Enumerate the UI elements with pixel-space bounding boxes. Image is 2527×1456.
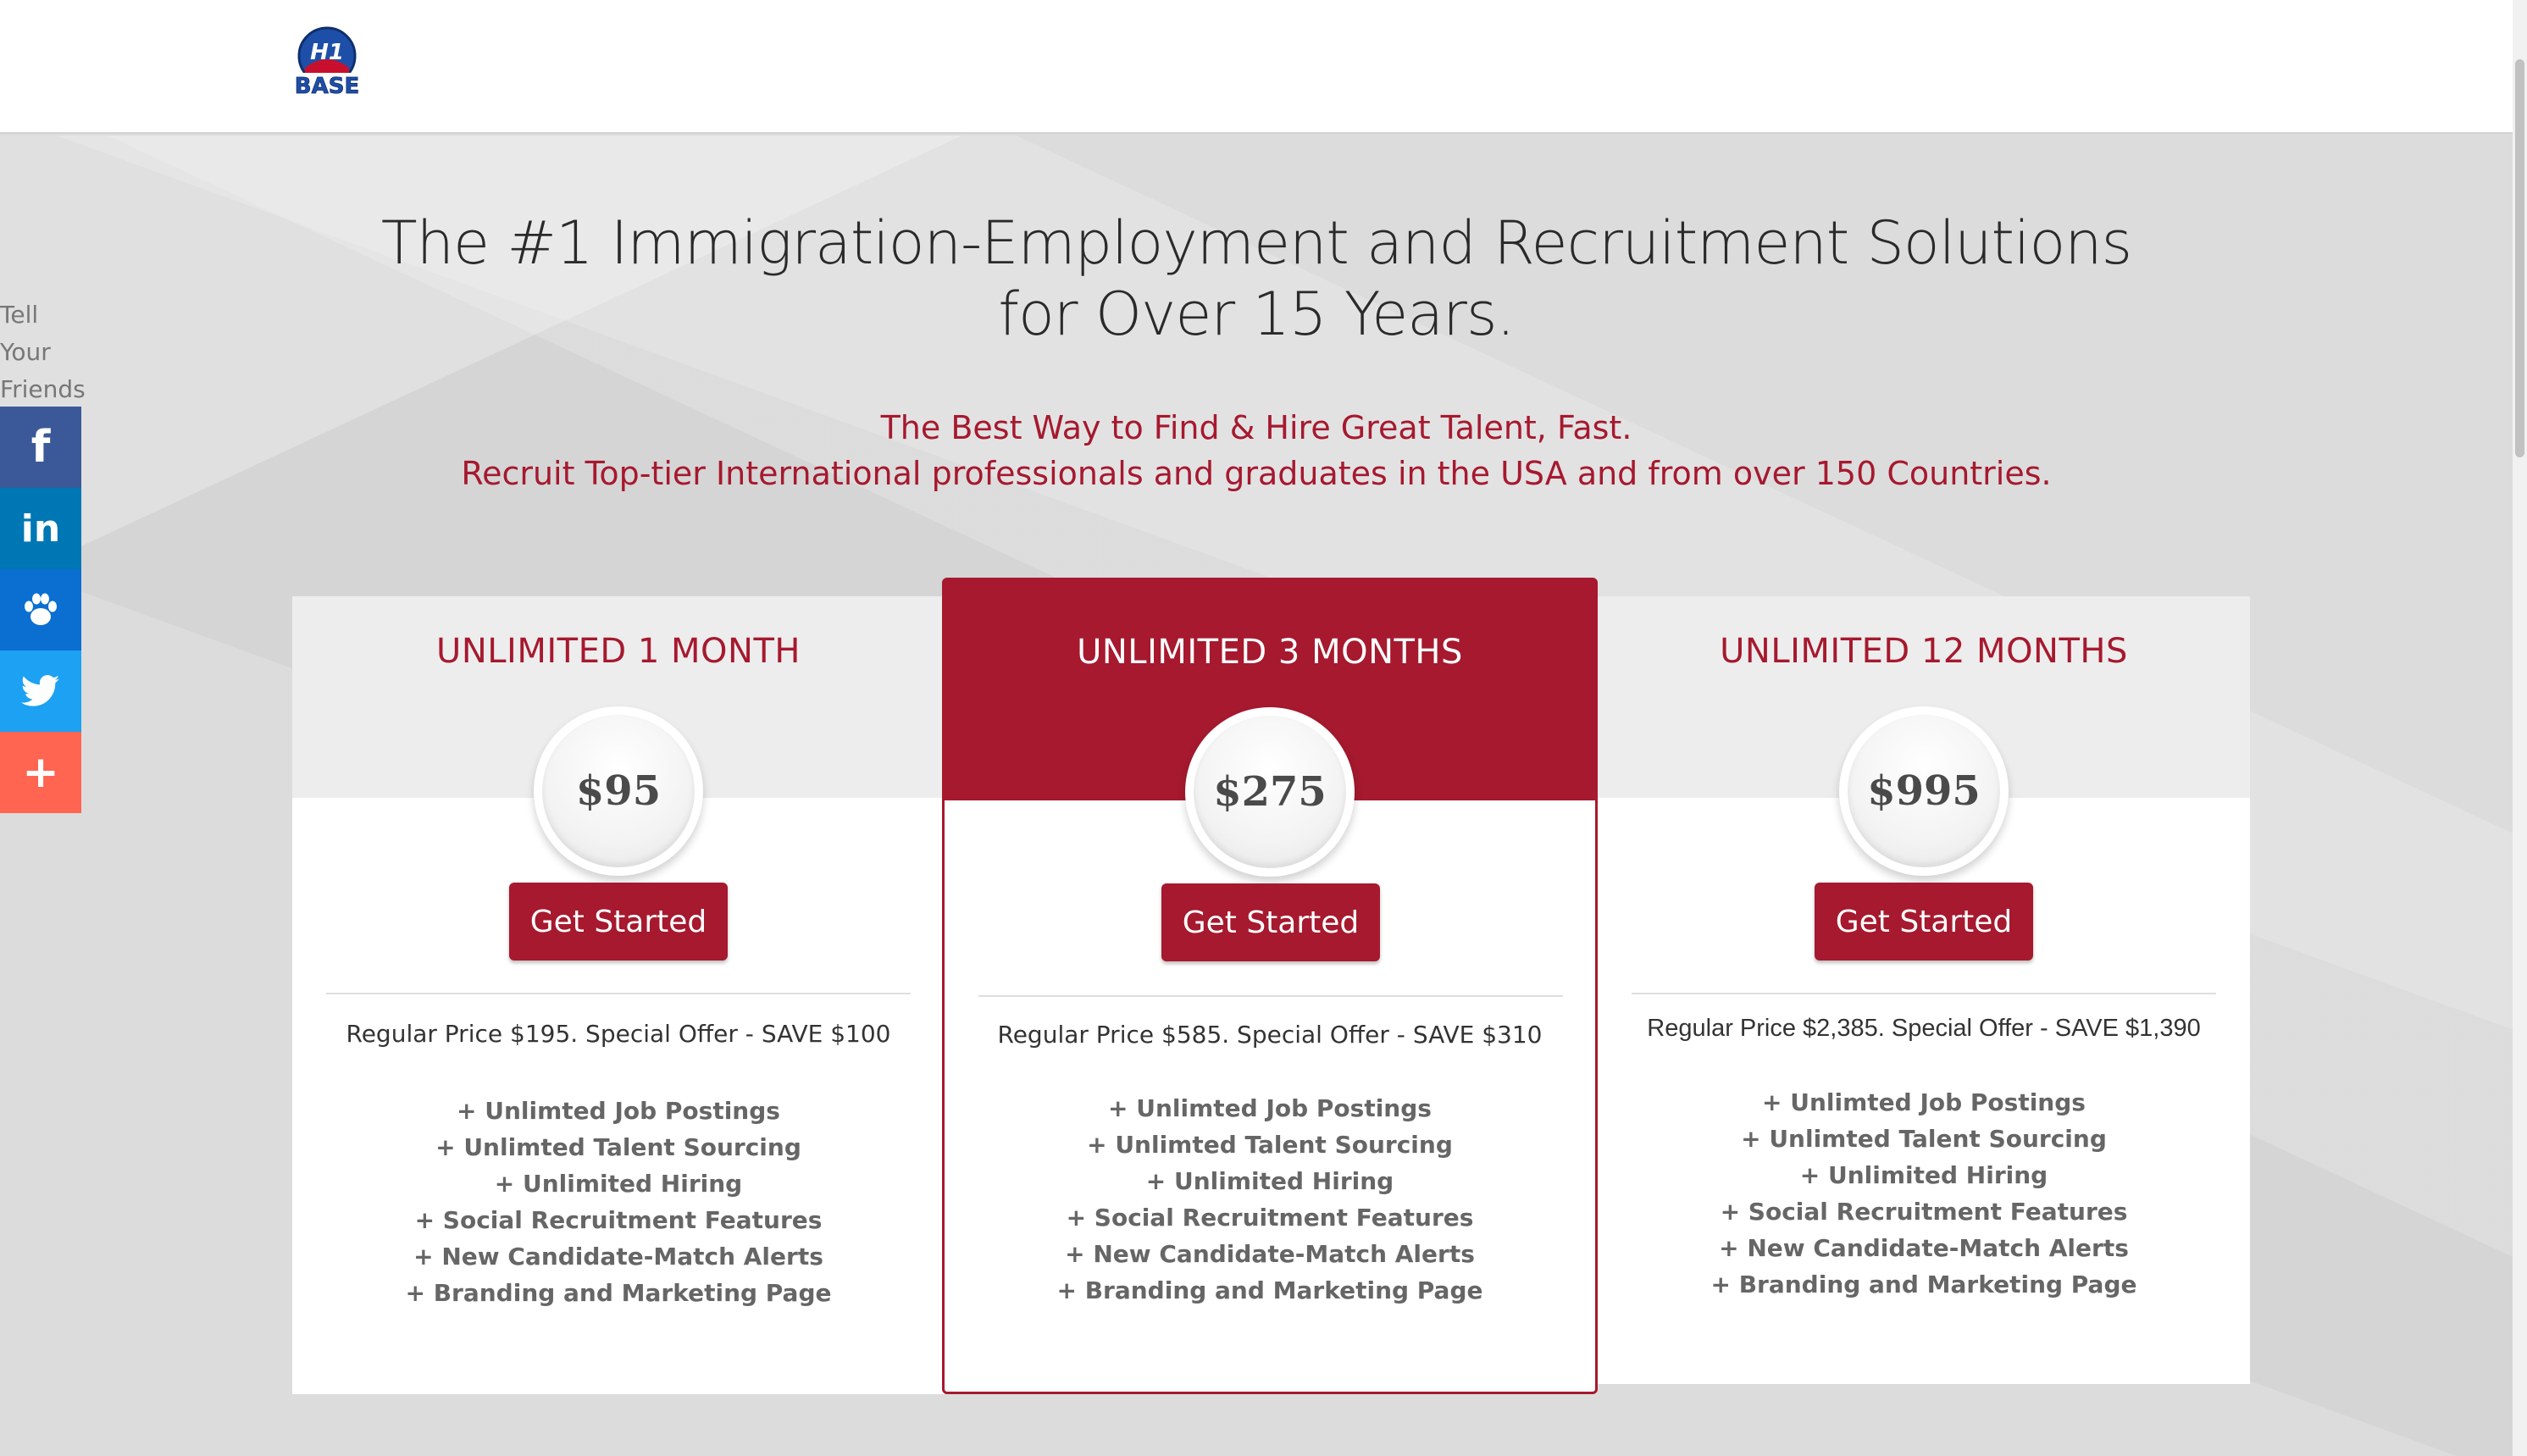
price-badge	[534, 706, 703, 876]
plan-title: UNLIMITED 1 MONTH	[436, 632, 801, 671]
feature-item: + Unlimted Talent Sourcing	[1087, 1131, 1453, 1159]
page-headline	[254, 208, 2258, 350]
subtitle-line-2: Recruit Top-tier International professionals and graduates in the USA and from over 150 Countries.	[461, 455, 2052, 492]
facebook-icon: f	[30, 422, 51, 473]
site-header	[0, 0, 2513, 134]
feature-item: + Unlimted Job Postings	[1108, 1094, 1432, 1122]
headline-line-1: The #1 Immigration-Employment and Recruitment Solutions	[380, 208, 2132, 278]
logo-top-text: H1	[310, 40, 344, 65]
feature-item: + Unlimted Talent Sourcing	[435, 1133, 801, 1161]
plan-card-3-months	[942, 578, 1598, 1394]
scrollbar-thumb[interactable]	[2515, 59, 2524, 457]
feature-item: + Branding and Marketing Page	[1056, 1276, 1483, 1304]
feature-item: + Unlimited Hiring	[1145, 1167, 1394, 1195]
get-started-button[interactable]: Get Started	[509, 883, 728, 961]
plan-card-12-months	[1598, 596, 2250, 1384]
hero-subtitle	[254, 405, 2258, 496]
feature-item: + Unlimted Talent Sourcing	[1741, 1125, 2107, 1153]
linkedin-icon: in	[20, 507, 61, 551]
feature-item: + Unlimited Hiring	[494, 1170, 743, 1198]
feature-item: + Social Recruitment Features	[1720, 1198, 2128, 1226]
twitter-icon	[21, 674, 60, 708]
more-share-button[interactable]	[0, 732, 81, 813]
feature-list	[945, 1090, 1595, 1309]
feature-item: + Unlimted Job Postings	[457, 1097, 780, 1125]
feature-item: + Unlimited Hiring	[1799, 1161, 2048, 1189]
divider	[978, 995, 1563, 997]
paw-icon	[20, 590, 61, 630]
plan-price: $275	[1194, 716, 1346, 868]
regular-price-text: Regular Price $195. Special Offer - SAVE $100	[346, 1020, 891, 1048]
plus-icon: +	[22, 747, 59, 798]
share-label: Tell Your Friends	[0, 301, 86, 403]
regular-price-text: Regular Price $585. Special Offer - SAVE $310	[997, 1021, 1543, 1049]
subtitle-line-1: The Best Way to Find & Hire Great Talent, Fast.	[880, 409, 1632, 446]
divider	[1632, 993, 2216, 994]
twitter-share-button[interactable]	[0, 650, 81, 732]
feature-item: + New Candidate-Match Alerts	[1065, 1240, 1475, 1268]
plan-price: $995	[1848, 715, 2000, 867]
divider	[326, 993, 911, 994]
price-badge	[1839, 706, 2009, 876]
plan-price: $95	[542, 715, 695, 867]
logo-bottom-text: BASE	[294, 74, 360, 98]
linkedin-share-button[interactable]	[0, 488, 81, 569]
plan-title: UNLIMITED 3 MONTHS	[1077, 633, 1463, 672]
paw-share-button[interactable]	[0, 569, 81, 650]
get-started-button[interactable]: Get Started	[1161, 883, 1380, 961]
page-scrollbar[interactable]	[2513, 0, 2527, 1456]
feature-item: + New Candidate-Match Alerts	[413, 1243, 823, 1271]
feature-list	[292, 1093, 945, 1311]
feature-item: + Social Recruitment Features	[1066, 1204, 1474, 1232]
h1base-logo[interactable]	[288, 25, 366, 98]
feature-item: + Social Recruitment Features	[414, 1206, 823, 1234]
feature-item: + Branding and Marketing Page	[1710, 1271, 2137, 1298]
plan-card-1-month	[292, 596, 945, 1394]
feature-item: + Branding and Marketing Page	[405, 1279, 832, 1307]
facebook-share-button[interactable]	[0, 407, 81, 488]
feature-list	[1598, 1084, 2250, 1303]
plan-title: UNLIMITED 12 MONTHS	[1720, 632, 2128, 671]
get-started-button[interactable]: Get Started	[1815, 883, 2033, 961]
price-badge	[1185, 707, 1355, 877]
regular-price-text: Regular Price $2,385. Special Offer - SAVE $1,390	[1647, 1015, 2201, 1042]
headline-line-2: for Over 15 Years.	[998, 280, 1515, 349]
feature-item: + Unlimted Job Postings	[1762, 1088, 2086, 1116]
feature-item: + New Candidate-Match Alerts	[1719, 1234, 2129, 1262]
